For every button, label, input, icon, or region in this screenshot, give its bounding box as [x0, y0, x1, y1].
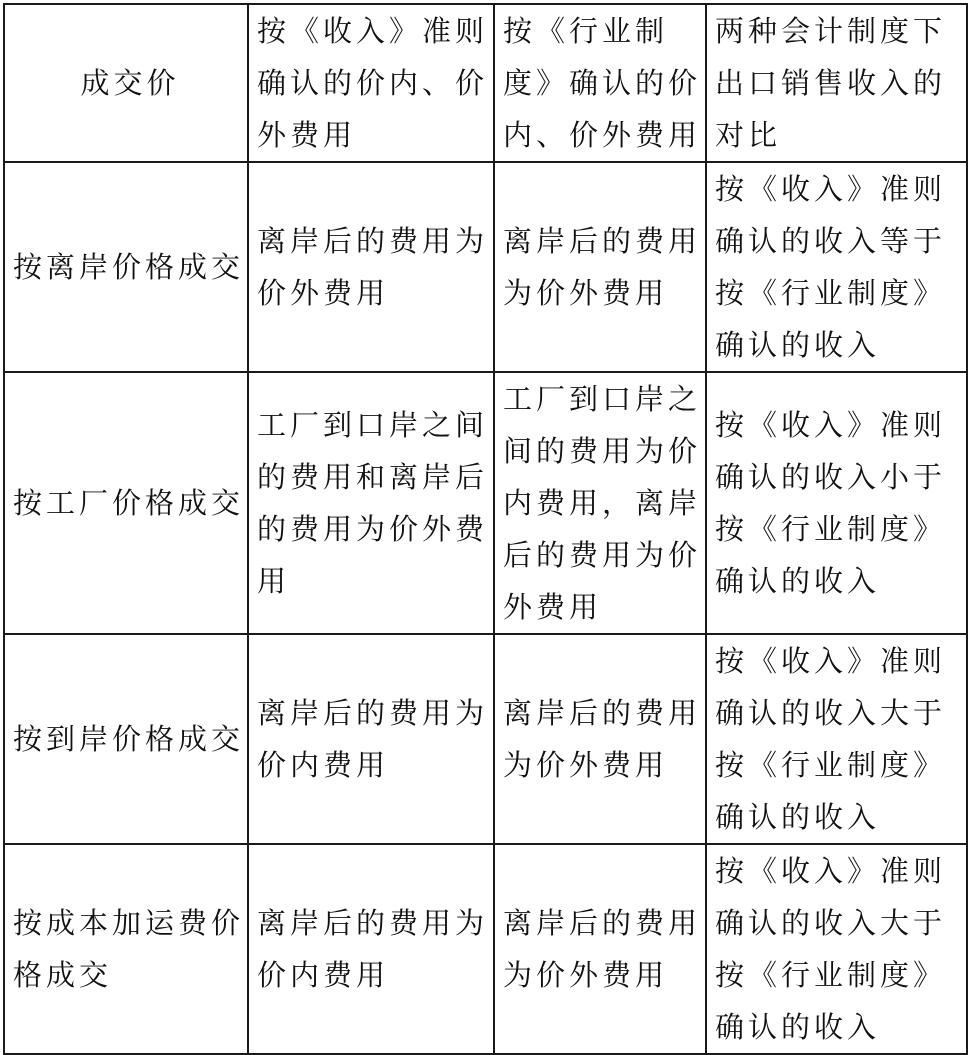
cell-revenue-comparison: 按《收入》准则确认的收入小于按《行业制度》确认的收入: [706, 372, 967, 634]
comparison-table: [3, 3, 968, 1055]
cell-revenue-comparison: 按《收入》准则确认的收入等于按《行业制度》确认的收入: [706, 162, 967, 372]
cell-revenue-comparison: 按《收入》准则确认的收入大于按《行业制度》确认的收入: [706, 634, 967, 844]
cell-income-standard-fees: 离岸后的费用为价内费用: [248, 844, 494, 1054]
cell-industry-system-fees: 离岸后的费用为价外费用: [494, 162, 706, 372]
header-revenue-comparison: 两种会计制度下出口销售收入的对比: [706, 4, 967, 162]
table-row: [4, 634, 967, 844]
header-price-basis: 成交价: [4, 4, 248, 162]
cell-price-basis: 按到岸价格成交: [4, 634, 248, 844]
cell-price-basis: 按工厂价格成交: [4, 372, 248, 634]
cell-industry-system-fees: 离岸后的费用为价外费用: [494, 634, 706, 844]
header-industry-system-fees: 按《行业制度》确认的价内、价外费用: [494, 4, 706, 162]
cell-income-standard-fees: 工厂到口岸之间的费用和离岸后的费用为价外费用: [248, 372, 494, 634]
cell-price-basis: 按成本加运费价格成交: [4, 844, 248, 1054]
table-header-row: [4, 4, 967, 162]
cell-revenue-comparison: 按《收入》准则确认的收入大于按《行业制度》确认的收入: [706, 844, 967, 1054]
table-row: [4, 372, 967, 634]
header-income-standard-fees: 按《收入》准则确认的价内、价外费用: [248, 4, 494, 162]
cell-price-basis: 按离岸价格成交: [4, 162, 248, 372]
cell-industry-system-fees: 离岸后的费用为价外费用: [494, 844, 706, 1054]
table-row: [4, 844, 967, 1054]
table-row: [4, 162, 967, 372]
cell-income-standard-fees: 离岸后的费用为价外费用: [248, 162, 494, 372]
cell-industry-system-fees: 工厂到口岸之间的费用为价内费用，离岸后的费用为价外费用: [494, 372, 706, 634]
cell-income-standard-fees: 离岸后的费用为价内费用: [248, 634, 494, 844]
